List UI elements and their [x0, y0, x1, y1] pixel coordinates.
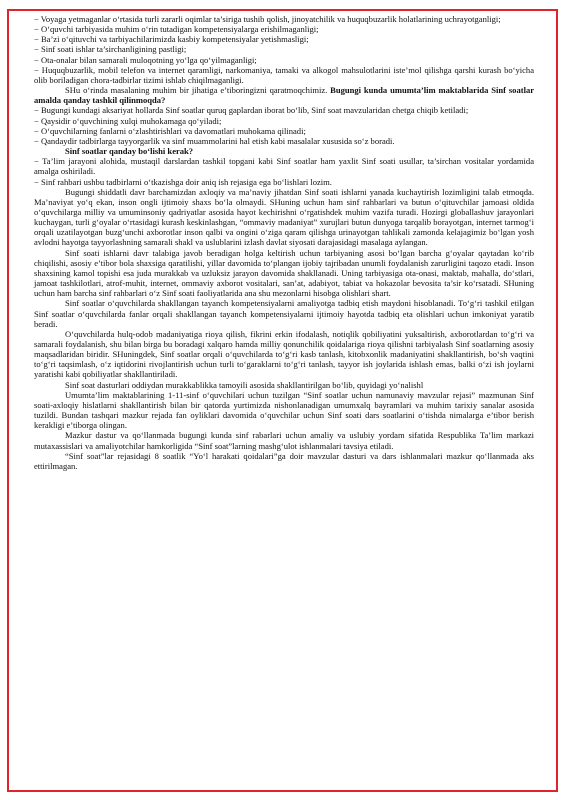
paragraph: Mazkur dastur va qo‘llanmada bugungi kunda sinf rabarlari uchun amaliy va uslubiy yordam sifatida Respublika Ta’lim markazi mutaxassislari va amaliyotchilar hamkorligida “Sinf soat”larning mashg‘ulot ishlanmalari tavsiya etiladi. [34, 430, 534, 451]
list-item: − Voyaga yetmaganlar o‘rtasida turli zararli oqimlar ta’siriga tushib qolish, jinoyatchilik va huquqbuzarlik holatlarining uchrayotganligi; [34, 14, 501, 24]
list-item: − Ba’zi o‘qituvchi va tarbiyachilarimizda kasbiy kompetensiyalar yetishmasligi; [34, 34, 309, 45]
paragraph: Bugungi shiddatli davr barchamizdan axloqiy va ma’naviy jihatdan Sinf soati ishlarni yanada kuchaytirish lozimligini talab etmoqda. Ma’naviyat yo‘q ekan, inson ongli ijtimoiy shaxs bo‘la olmaydi. SHuning uchun ham sinf rahbarlari va butun o‘qituvchilar jamoasi oldida o‘quvchilarga milliy va umuminsoniy qadriyatlar asosida hayot kechirishni o‘rgatishdek muhim vazifa turadi. Hozirgi globallashuv jarayonlari kuchaygan, turli g‘oyalar o‘rtasidagi kurash keskinlashgan, “ommaviy madaniyat” xurujlari butun dunyoga tarqalib borayotgan, internet tarmog‘i orqali uzatilayotgan buzg‘unchi axborotlar inson qalbi va ongini o‘ziga qaram qilishga urinayotgan tahlikali zamonda kelajagimiz bo‘lgan yosh avlodni hayotga tayyorlashning samarali shakl va uslublarini izlash davlat siyosati darajasidagi masalaga aylangan. [34, 186, 534, 248]
document-body [34, 14, 534, 471]
list-item: − Sinf rahbari ushbu tadbirlarni o‘tkazishga doir aniq ish rejasiga ega bo‘lishlari lozim. [34, 176, 332, 187]
list-item: − Ta’lim jarayoni alohida, mustaqil darslardan tashkil topgani kabi Sinf soatlar ham yaxlit Sinf soati usullar, ta’sirchan vositalar yordamida amalga oshiriladi. [34, 156, 534, 177]
list-item: − Qaysidir o‘quvchining xulqi muhokamaga qo‘yiladi; [34, 115, 222, 126]
paragraph: SHu o‘rinda masalaning muhim bir jihatiga e’tiboringizni qaratmoqchimiz. Bugungi kunda umumta’lim maktablarida Sinf soatlar amalda qanday tashkil qilinmoqda? [34, 85, 535, 106]
list-item: − Huquqbuzarlik, mobil telefon va internet qaramligi, narkomaniya, tamaki va alkogol mahsulotlarini iste’mol qilishga qarshi kurash bo‘yicha olib boriladigan chora-tadbirlar tizimi ishlab chiqilmaganligi. [34, 64, 534, 85]
paragraph: Sinf soatlar o‘quvchilarda shakllangan tayanch kompetensiyalarni amaliyotga tadbiq etish maydoni hisoblanadi. To‘g‘ri tashkil etilgan Sinf soatlar o‘quvchilarda fanlar orqali shakllangan tayanch kompetensiyalarni ijtimoiy hayotda tadbiq eta olishlari uchun imkoniyat yaratib beradi. [34, 298, 534, 329]
list-item: − Bugungi kundagi aksariyat hollarda Sinf soatlar quruq gaplardan iborat bo‘lib, Sinf soat mavzularidan chetga chiqib ketiladi; [34, 105, 469, 116]
list-item: − O‘quvchilarning fanlarni o‘zlashtirishlari va davomatlari muhokama qilinadi; [34, 125, 306, 136]
paragraph: “Sinf soat”lar rejasidagi 8 soatlik “Yo‘l harakati qoidalari”ga doir mavzular dasturi va dars ishlanmalari mazkur qo‘llanmada aks ettirilmagan. [34, 450, 534, 471]
list-item: − Ota-onalar bilan samarali muloqotning yo‘lga qo‘yilmaganligi; [34, 54, 257, 65]
paragraph: Umumta’lim maktablarining 1-11-sinf o‘quvchilari uchun tuzilgan “Sinf soatlar uchun namunaviy mavzular rejasi” mazmunan Sinf soati-axloqiy hislatlarni shakllantirish bilan bir qatorda yurtimizda nishonlanadigan umumxalq bayramlari va muhim tarixiy sanalar asosida tuzildi. Bundan tashqari mazkur rejada fan oyliklari davomida o‘quvchilar uchun Sinf soati dars soatlarini o‘tishda nimalarga e’tibor berish kerakligi e’tiborga olingan. [34, 389, 534, 431]
paragraph: Sinf soati ishlarni davr talabiga javob beradigan holga keltirish uchun tarbiyaning asosi bo‘lgan barcha g‘oyalar qaytadan ko‘rib chiqilishi, asosiy e’tibor bola shaxsiga qaratilishi, yillar davomida to‘plangan ijobiy tajribadan unumli foydalanish zarurligini taqozo etadi. Inson shaxsining kamol topishi esa juda murakkab va uzluksiz jarayon davomida shakllanadi. Uning tarbiyasiga ota-onasi, maktab, mahalla, do‘stlari, jamoat tashkilotlari, atrof-muhit, internet, ommaviy axborot vositalari, san’at, adabiyot, tabiat va hokazolar bevosita ta’sir ko‘rsatadi. SHuning uchun ham barcha sinf rahbarlari o‘z Sinf soati faoliyatlarida ana shu mezonlarni hisobga olishlari shart. [34, 247, 534, 299]
list-item: − Qandaydir tadbirlarga tayyorgarlik va sinf muammolarini hal etish kabi masalalar xususida so‘z boradi. [34, 135, 395, 146]
paragraph: Sinf soat dasturlari oddiydan murakkablikka tamoyili asosida shakllantirilgan bo‘lib, quyidagi yo‘nalishl [65, 379, 424, 390]
paragraph: O‘quvchilarda hulq-odob madaniyatiga rioya qilish, fikrini erkin ifodalash, notiqlik qobiliyatini yuksaltirish, axborotlardan to‘g‘ri va samarali foydalanish, shu bilan birga bu boradagi xalqaro hamda milliy qonunchilik qoidalariga rioya qilishni tarbiyalash Sinf soatlarning asosiy maqsadlaridan biridir. SHuningdek, Sinf soatlar orqali o‘quvchilarda to‘g‘ri kasb tanlash, kitobxonlik madaniyatini shakllantirish, bo‘sh vaqtini to‘g‘ri taqsimlash, o‘z iqtidorini rivojlantirish uchun turli to‘garaklarni to‘g‘ri tanlash, tayyor ish joylarida ishlash emas, balki o‘zi ish joylarni yaratishi kabi qobiliyatlar shakllantiriladi. [34, 328, 534, 380]
section-heading: Sinf soatlar qanday bo‘lishi kerak? [65, 146, 194, 157]
list-item: − O‘quvchi tarbiyasida muhim o‘rin tutadigan kompetensiyalarga erishilmaganligi; [34, 24, 319, 35]
bold-question: Bugungi kunda umumta’lim maktablarida Sinf soatlar amalda qanday tashkil qilinmoqda? [34, 85, 535, 106]
list-item: − Sinf soati ishlar ta’sirchanligining pastligi; [34, 44, 187, 55]
